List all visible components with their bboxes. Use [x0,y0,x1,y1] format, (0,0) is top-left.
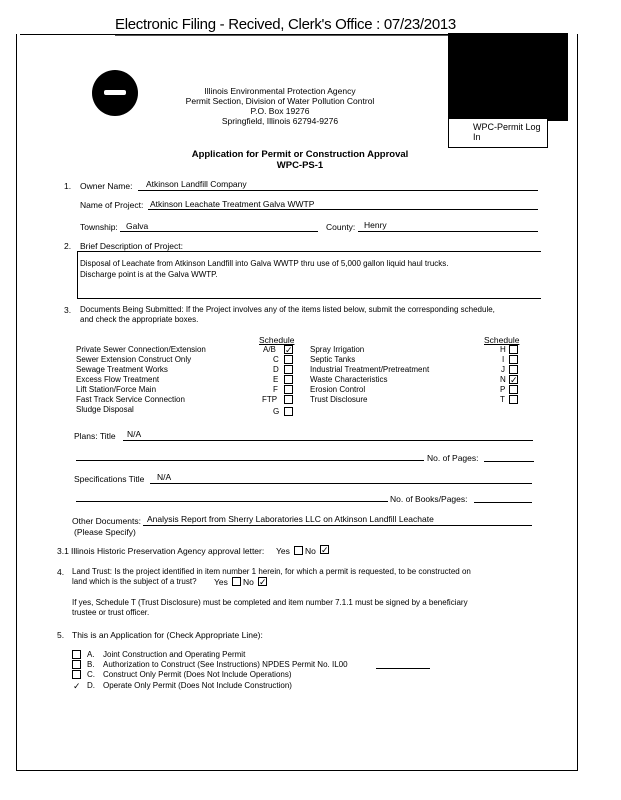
filing-stamp: Electronic Filing - Recived, Clerk's Office : 07/23/2013 [115,16,456,33]
schedule-item-label: Industrial Treatment/Pretreatment [310,365,430,374]
q31-text: Illinois Historic Preservation Agency approval letter: [71,546,265,556]
q3-intro-2: and check the appropriate boxes. [80,315,199,324]
application-option-letter: B. [87,660,95,669]
county-value[interactable]: Henry [364,220,387,230]
application-option-checkbox[interactable] [72,670,81,679]
schedule-item-label: Sewer Extension Construct Only [76,355,192,364]
npdes-permit-line [376,668,430,669]
schedule-checkbox-ftp[interactable] [284,395,293,404]
schedule-checkbox-e[interactable] [284,375,293,384]
owner-line [138,190,538,191]
application-option-checkbox[interactable] [72,660,81,669]
application-option-checkbox[interactable] [72,650,81,659]
schedule-item-code: P [500,385,506,394]
agency-name: Illinois Environmental Protection Agency [204,86,356,96]
application-option-checkbox[interactable]: ✓ [73,681,81,691]
pages-label: No. of Pages: [427,453,479,463]
schedule-item-label: Sewage Treatment Works [76,365,168,374]
schedule-checkbox-i[interactable] [509,355,518,364]
schedule-item-code: E [273,375,279,384]
schedule-checkbox-f[interactable] [284,385,293,394]
q1-number: 1. [64,181,72,191]
q3-number: 3. [64,305,72,315]
application-option-text: Authorization to Construct (See Instructions) NPDES Permit No. IL00 [103,660,348,669]
q3-intro-1: Documents Being Submitted: If the Project involves any of the items listed below, submit the corresponding schedule, [80,305,495,314]
application-option-text: Joint Construction and Operating Permit [103,650,246,659]
q4-yes-checkbox[interactable] [232,577,241,586]
schedule-item-label: Fast Track Service Connection [76,395,185,404]
schedule-item-label: Waste Characteristics [310,375,388,384]
agency-pobox: P.O. Box 19276 [250,106,310,116]
permit-log-box [448,118,548,148]
plans-line-2 [76,460,424,461]
q4-note-2: trustee or trust officer. [72,608,150,617]
schedule-item-label: Lift Station/Force Main [76,385,157,394]
redaction-block [448,33,568,121]
q4-yes-label: Yes [214,577,228,587]
schedule-item-code: G [273,407,280,416]
schedule-item-label: Spray Irrigation [310,345,365,354]
plans-label: Plans: Title [74,431,116,441]
schedule-item-code: F [273,385,278,394]
q5-label: This is an Application for (Check Appropriate Line): [72,630,263,640]
q4-line-1: Land Trust: Is the project identified in item number 1 herein, for which a permit is requested, to be constructed on [72,567,471,576]
schedule-checkbox-t[interactable] [509,395,518,404]
q4-note-1: If yes, Schedule T (Trust Disclosure) must be completed and item number 7.1.1 must be signed by a beneficiary [72,598,468,607]
q31-no-checkbox[interactable]: ✓ [321,545,329,555]
q4-no-checkbox[interactable]: ✓ [259,577,267,587]
plans-value[interactable]: N/A [127,429,142,439]
pages-line [484,461,534,462]
agency-section: Permit Section, Division of Water Pollution Control [185,96,375,106]
schedule-item-code: A/B [263,345,276,354]
schedule-item-code: FTP [262,395,278,404]
q31-yes-checkbox[interactable] [294,546,303,555]
project-value[interactable]: Atkinson Leachate Treatment Galva WWTP [150,199,315,209]
schedule-checkbox-h[interactable] [509,345,518,354]
plans-line [123,440,533,441]
other-docs-line [143,525,532,526]
schedule-item-code: I [502,355,505,364]
q31-no-label: No [305,546,316,556]
application-option-letter: C. [87,670,95,679]
schedule-checkbox-n[interactable]: ✓ [510,375,518,385]
schedule-checkbox-c[interactable] [284,355,293,364]
application-option-letter: A. [87,650,95,659]
township-line [120,231,318,232]
form-code: WPC-PS-1 [276,160,324,171]
q31-yes-label: Yes [276,546,290,556]
application-option-text: Operate Only Permit (Does Not Include Construction) [103,681,292,690]
form-title: Application for Permit or Construction Approval [191,149,409,160]
county-label: County: [326,222,356,232]
description-line-2: Discharge point is at the Galva WWTP. [80,270,218,279]
agency-seal-icon [92,70,138,116]
schedule-checkbox-d[interactable] [284,365,293,374]
books-label: No. of Books/Pages: [390,494,468,504]
other-docs-label: Other Documents: [72,516,141,526]
county-line [358,231,538,232]
project-label: Name of Project: [80,200,144,210]
q2-number: 2. [64,241,72,251]
permit-log-label: WPC-Permit Log In [473,122,541,142]
schedule-checkbox-p[interactable] [509,385,518,394]
owner-value[interactable]: Atkinson Landfill Company [146,179,247,189]
application-option-letter: D. [87,681,95,690]
schedule-item-code: C [273,355,279,364]
q4-no-label: No [243,577,254,587]
specs-label: Specifications Title [74,474,145,484]
township-value[interactable]: Galva [126,221,149,231]
other-docs-value[interactable]: Analysis Report from Sherry Laboratories LLC on Atkinson Landfill Leachate [147,514,434,524]
schedule-checkbox-j[interactable] [509,365,518,374]
schedule-item-label: Septic Tanks [310,355,356,364]
books-line [474,502,532,503]
schedule-header-right: Schedule [484,335,520,345]
agency-city: Springfield, Illinois 62794-9276 [221,116,339,126]
schedule-item-code: H [500,345,506,354]
schedule-item-label: Private Sewer Connection/Extension [76,345,206,354]
specs-line-2 [76,501,388,502]
q5-number: 5. [57,630,65,640]
schedule-item-code: D [273,365,279,374]
project-line [148,209,538,210]
specs-line [150,483,532,484]
schedule-item-code: T [500,395,505,404]
application-option-text: Construct Only Permit (Does Not Include Operations) [103,670,292,679]
please-specify: (Please Specify) [74,527,136,537]
schedule-item-code: N [500,375,506,384]
schedule-item-label: Excess Flow Treatment [76,375,160,384]
schedule-item-label: Trust Disclosure [310,395,368,404]
q31-number: 3.1 [57,546,69,556]
specs-value[interactable]: N/A [157,472,172,482]
description-label: Brief Description of Project: [80,241,183,251]
schedule-header-left: Schedule [259,335,295,345]
schedule-item-code: J [501,365,505,374]
q4-line-2: land which is the subject of a trust? [72,577,197,586]
schedule-checkbox-ab[interactable]: ✓ [285,345,293,355]
description-line-1: Disposal of Leachate from Atkinson Landfill into Galva WWTP thru use of 5,000 gallon liquid haul trucks. [80,259,449,268]
q4-number: 4. [57,567,65,577]
township-label: Township: [80,222,118,232]
schedule-item-label: Erosion Control [310,385,366,394]
owner-label: Owner Name: [80,181,133,191]
schedule-checkbox-g[interactable] [284,407,293,416]
schedule-item-label: Sludge Disposal [76,405,134,414]
